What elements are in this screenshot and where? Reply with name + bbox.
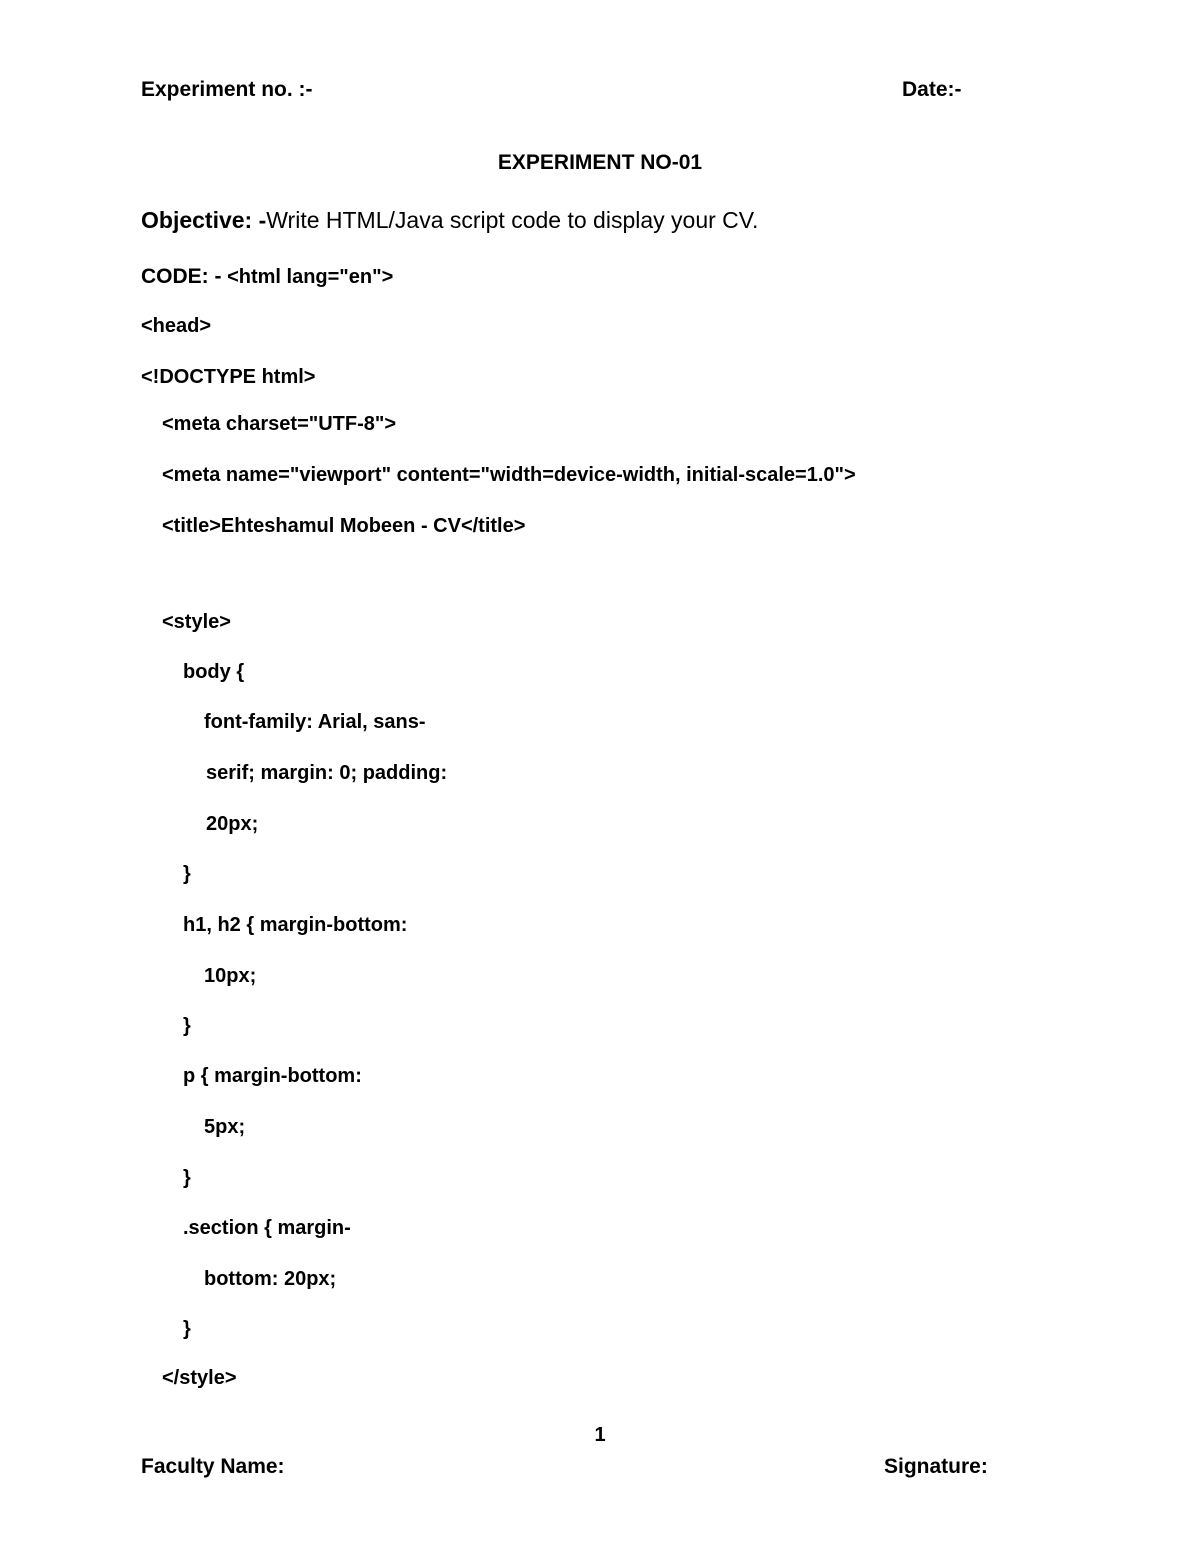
code-line: } [183, 863, 191, 885]
code-line: <style> [162, 611, 231, 633]
objective [141, 207, 758, 234]
code-line: 20px; [206, 813, 259, 835]
code-line: } [183, 1167, 191, 1189]
code-line: bottom: 20px; [204, 1268, 337, 1290]
faculty-name-label: Faculty Name: [141, 1455, 285, 1478]
code-line: <head> [141, 315, 212, 337]
code-line: <html lang="en"> [227, 266, 394, 288]
code-line: body { [183, 661, 245, 683]
page-number: 1 [594, 1424, 606, 1446]
code-heading [141, 265, 393, 289]
code-line: <title>Ehteshamul Mobeen - CV</title> [162, 515, 526, 537]
objective-text: Write HTML/Java script code to display your CV. [266, 207, 759, 233]
signature-label: Signature: [884, 1455, 988, 1478]
code-line: <!DOCTYPE html> [141, 366, 316, 388]
code-line: 5px; [204, 1116, 246, 1138]
code-line: <meta name="viewport" content="width=device-width, initial-scale=1.0"> [162, 464, 856, 486]
objective-label: Objective: - [141, 207, 267, 233]
code-line: } [183, 1318, 191, 1340]
code-line: .section { margin- [183, 1217, 351, 1239]
code-line: h1, h2 { margin-bottom: [183, 914, 408, 936]
code-line: } [183, 1015, 191, 1037]
code-line: <meta charset="UTF-8"> [162, 413, 397, 435]
code-line: 10px; [204, 965, 257, 987]
code-line: </style> [162, 1367, 237, 1389]
experiment-no-label: Experiment no. :- [141, 78, 313, 101]
document-title: EXPERIMENT NO-01 [497, 151, 703, 174]
code-label: CODE: - [141, 265, 222, 288]
code-line: font-family: Arial, sans- [204, 711, 426, 733]
code-line: serif; margin: 0; padding: [206, 762, 448, 784]
code-line: p { margin-bottom: [183, 1065, 362, 1087]
date-label: Date:- [902, 78, 962, 101]
